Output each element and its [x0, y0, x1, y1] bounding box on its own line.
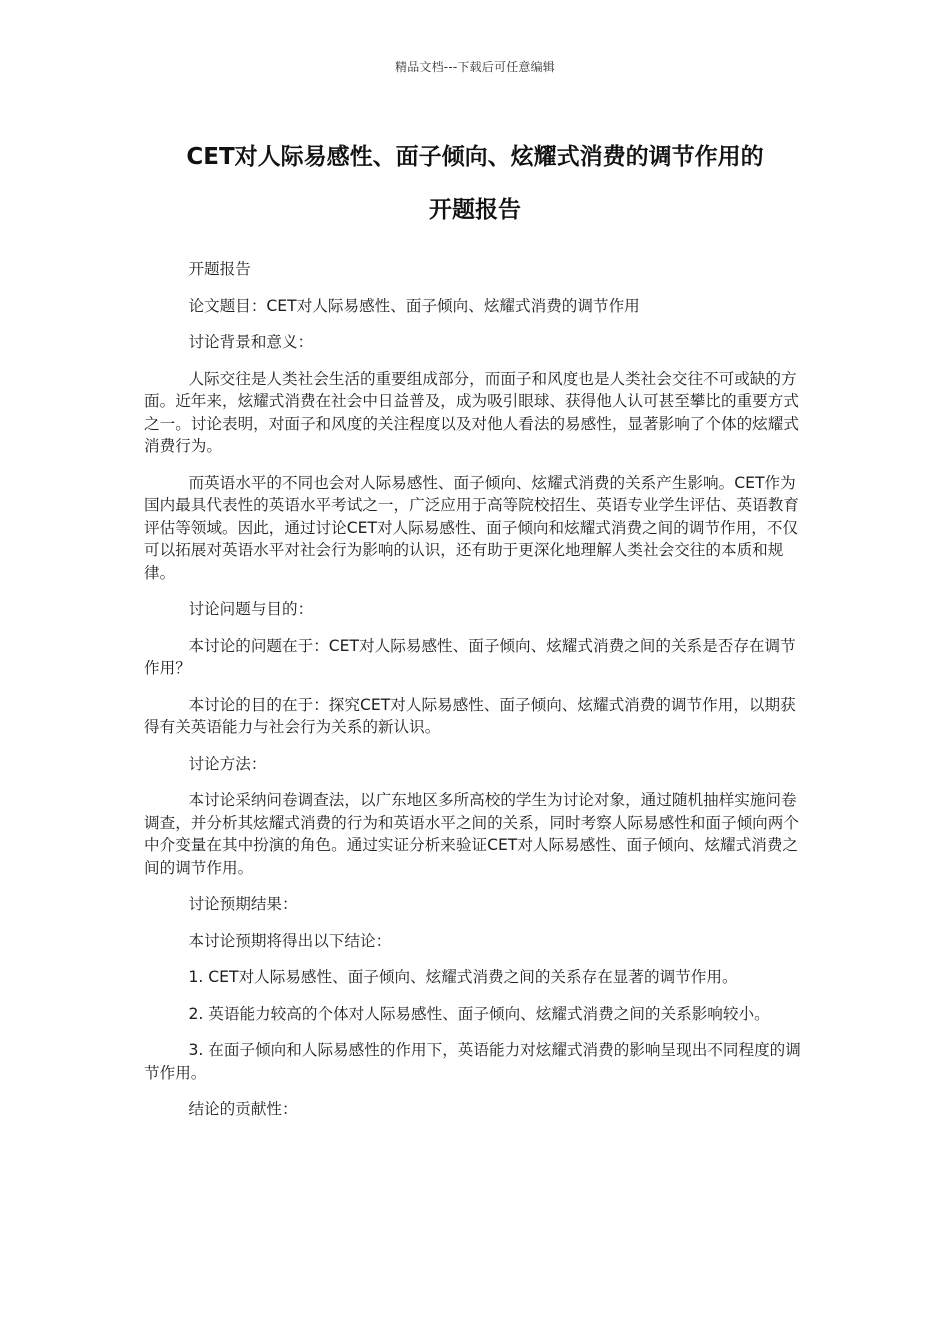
paragraph-contribution-heading: 结论的贡献性：	[188, 1100, 298, 1118]
paragraph-expected-intro: 本讨论预期将得出以下结论：	[188, 931, 392, 950]
paragraph-purpose: 本讨论的目的在于：探究CET对人际易感性、面子倾向、炫耀式消费的调节作用，以期获得有关英语能力与社会行为关系的新认识。	[144, 695, 796, 736]
paragraph-proposal-label: 开题报告	[188, 260, 251, 278]
document-body	[144, 258, 808, 1135]
paragraph-background-heading: 讨论背景和意义：	[188, 333, 314, 351]
paragraph-question-heading: 讨论问题与目的：	[188, 600, 314, 618]
title-line-1: CET对人际易感性、面子倾向、炫耀式消费的调节作用的	[186, 144, 764, 170]
paragraph-background-2: 而英语水平的不同也会对人际易感性、面子倾向、炫耀式消费的关系产生影响。CET作为国内最具代表性的英语水平考试之一，广泛应用于高等院校招生、英语专业学生评估、英语教育评估等领域。因此，通过讨论CET对人际易感性、面子倾向和炫耀式消费之间的调节作用，不仅可以拓展对英语水平对社会行为影响的认识，还有助于更深化地理解人类社会交往的本质和规律。	[144, 473, 799, 582]
paragraph-thesis-title: 论文题目：CET对人际易感性、面子倾向、炫耀式消费的调节作用	[188, 296, 640, 315]
paragraph-method-heading: 讨论方法：	[188, 754, 267, 773]
title-line-2: 开题报告	[429, 197, 521, 223]
paragraph-expected-heading: 讨论预期结果：	[188, 895, 298, 913]
page-header: 精品文档---下载后可任意编辑	[395, 60, 555, 74]
document-title	[120, 131, 830, 237]
paragraph-conclusion-3: 3. 在面子倾向和人际易感性的作用下，英语能力对炫耀式消费的影响呈现出不同程度的调节作用。	[144, 1041, 801, 1082]
paragraph-background-1: 人际交往是人类社会生活的重要组成部分，而面子和风度也是人类社会交往不可或缺的方面。近年来，炫耀式消费在社会中日益普及，成为吸引眼球、获得他人认可甚至攀比的重要方式之一。讨论表明，对面子和风度的关注程度以及对他人看法的易感性，显著影响了个体的炫耀式消费行为。	[144, 369, 799, 455]
paragraph-method: 本讨论采纳问卷调查法，以广东地区多所高校的学生为讨论对象，通过随机抽样实施问卷调查，并分析其炫耀式消费的行为和英语水平之间的关系，同时考察人际易感性和面子倾向两个中介变量在其中扮演的角色。通过实证分析来验证CET对人际易感性、面子倾向、炫耀式消费之间的调节作用。	[144, 791, 799, 877]
paragraph-conclusion-2: 2. 英语能力较高的个体对人际易感性、面子倾向、炫耀式消费之间的关系影响较小。	[188, 1004, 770, 1023]
paragraph-question: 本讨论的问题在于：CET对人际易感性、面子倾向、炫耀式消费之间的关系是否存在调节作用？	[144, 636, 796, 677]
paragraph-conclusion-1: 1. CET对人际易感性、面子倾向、炫耀式消费之间的关系存在显著的调节作用。	[188, 968, 738, 986]
